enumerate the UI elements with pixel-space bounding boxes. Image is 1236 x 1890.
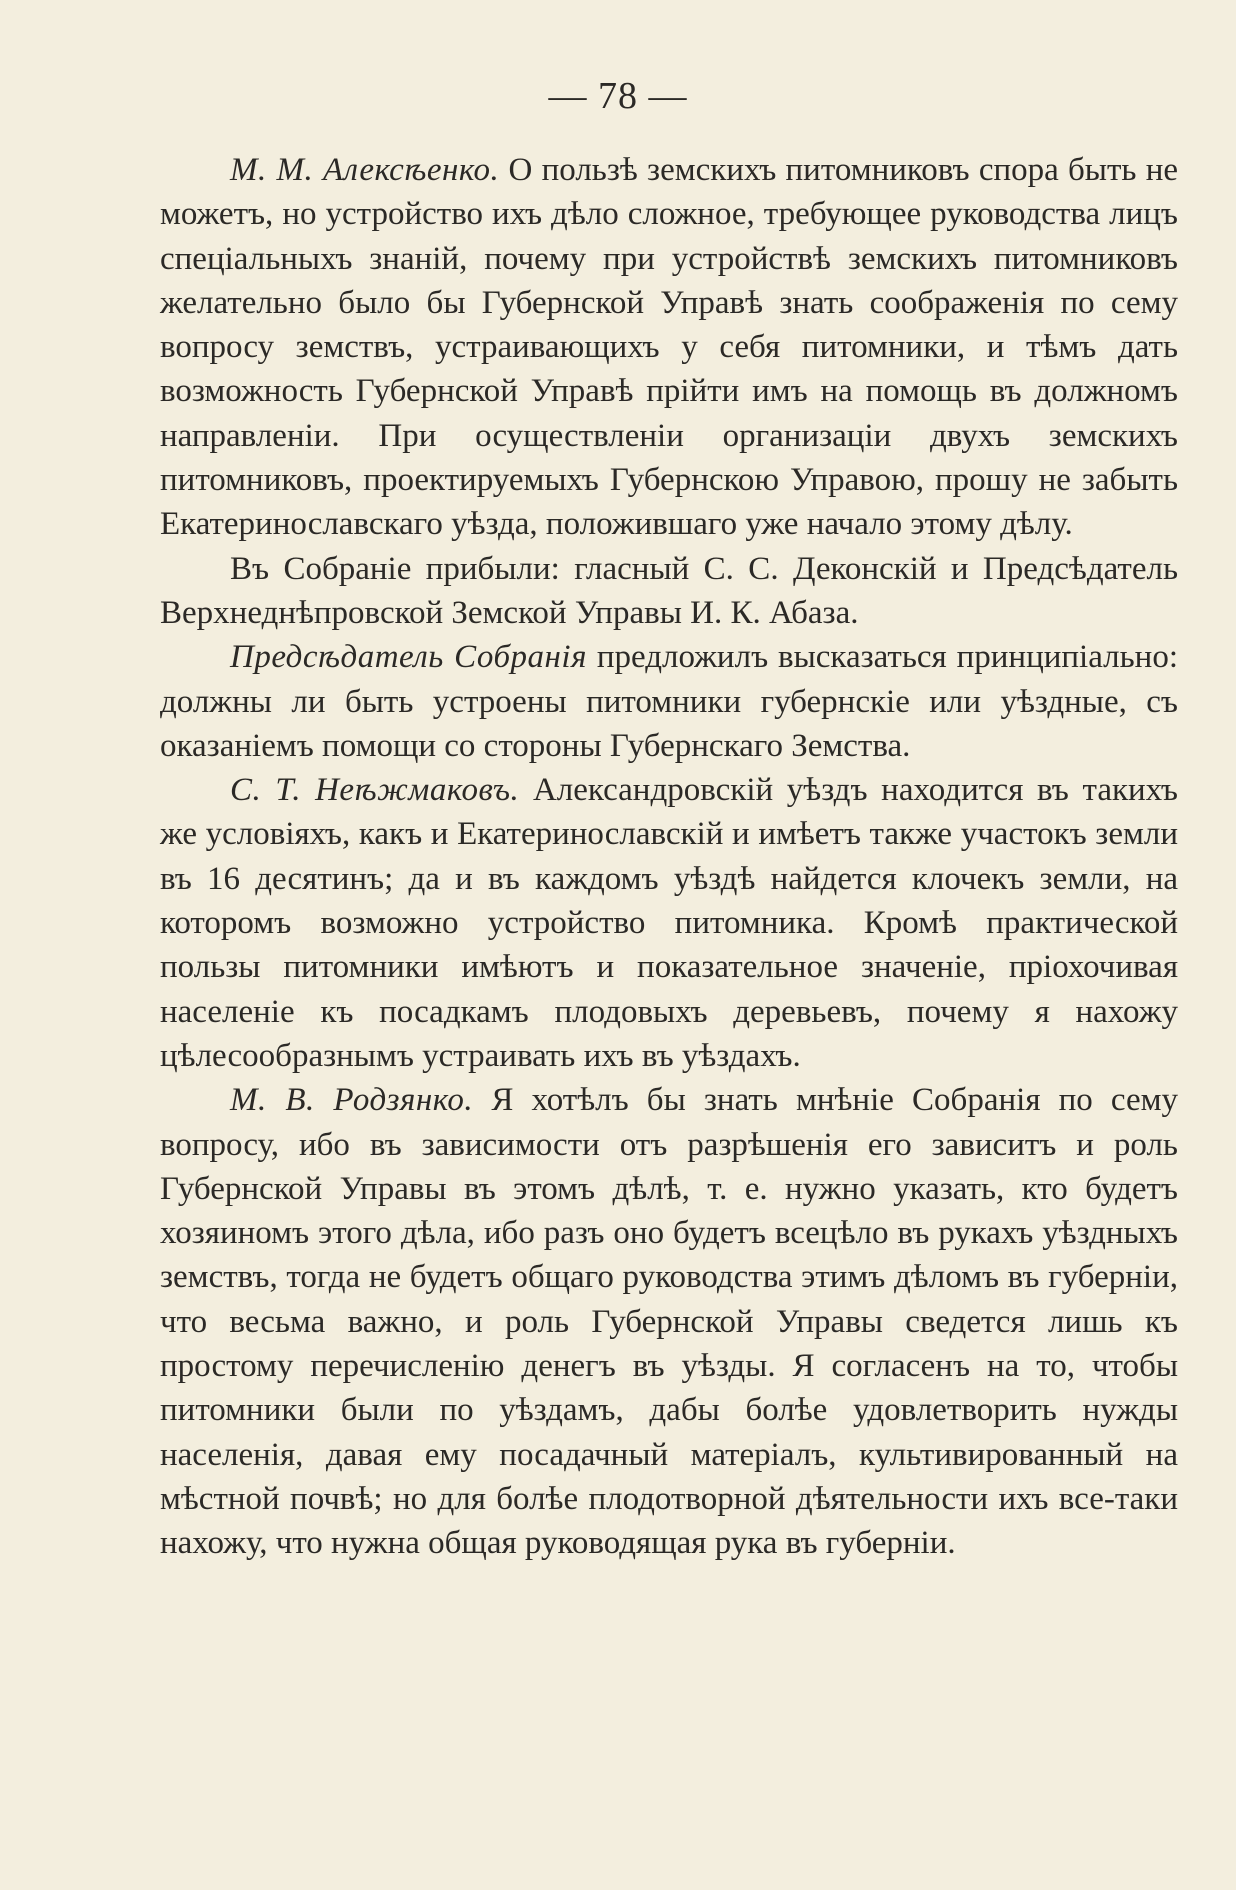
paragraph-text: Я хотѣлъ бы знать мнѣніе Собранія по сему вопросу, ибо въ зависимости отъ разрѣшенія его зависитъ и роль Губернской Управы въ этомъ дѣлѣ, т. е. нужно указать, кто будетъ хозяиномъ этого дѣла, ибо разъ оно будетъ всецѣло въ рукахъ уѣздныхъ земствъ, тогда не будетъ общаго руководства этимъ дѣломъ въ губерніи, что весьма важно, и роль Губернской Управы сведется лишь къ простому перечисленію денегъ въ уѣзды. Я согласенъ на то, чтобы питомники были по уѣздамъ, дабы болѣе удовлетворить нужды населенія, давая ему посадачный матеріалъ, культивированный на мѣстной почвѣ; но для болѣе плодотворной дѣятельности ихъ все-таки нахожу, что нужна общая руководящая рука въ губерніи. — [160, 1082, 1179, 1562]
paragraph-rodzyanko — [160, 1078, 1178, 1565]
page-number: — 78 — — [548, 75, 688, 117]
paragraph-neezhmakov — [160, 768, 1178, 1078]
speaker-name: Предсѣдатель Собранія — [230, 639, 587, 676]
body-text — [160, 148, 1178, 1566]
paragraph-text: О пользѣ земскихъ питомниковъ спора быть не можетъ, но устройство ихъ дѣло сложное, требующее руководства лицъ спеціальныхъ знаній, почему при устройствѣ земскихъ питомниковъ желательно было бы Губернской Управѣ знать соображенія по сему вопросу земствъ, устраивающихъ у себя питомники, и тѣмъ дать возможность Губернской Управѣ прійти имъ на помощь въ должномъ направленіи. При осуществленіи организаціи двухъ земскихъ питомниковъ, проектируемыхъ Губернскою Управою, прошу не забыть Екатеринославскаго уѣзда, положившаго уже начало этому дѣлу. — [160, 152, 1179, 543]
paragraph-chairman — [160, 635, 1178, 768]
speaker-name: М. В. Родзянко. — [230, 1082, 474, 1119]
speaker-name: М. М. Алексѣенко. — [230, 152, 500, 188]
paragraph-text: предложилъ высказаться принципіально: должны ли быть устроены питомники губернскіе или уѣздные, съ оказаніемъ помощи со стороны Губернскаго Земства. — [160, 639, 1179, 764]
speaker-name: С. Т. Неѣжмаковъ. — [230, 772, 520, 809]
paragraph-text: Александровскій уѣздъ находится въ такихъ же условіяхъ, какъ и Екатеринославскій и имѣетъ также участокъ земли въ 16 десятинъ; да и въ каждомъ уѣздѣ найдется клочекъ земли, на которомъ возможно устройство питомника. Кромѣ практической пользы питомники имѣютъ и показательное значеніе, пріохочивая населеніе къ посадкамъ плодовыхъ деревьевъ, почему я нахожу цѣлесообразнымъ устраивать ихъ въ уѣздахъ. — [160, 772, 1178, 1074]
paragraph-text: Въ Собраніе прибыли: гласный С. С. Деконскій и Предсѣдатель Верхнеднѣпровской Земской Управы И. К. Абаза. — [160, 550, 1178, 631]
paragraph-alekseenko — [160, 148, 1178, 547]
paragraph-arrivals — [160, 547, 1178, 636]
